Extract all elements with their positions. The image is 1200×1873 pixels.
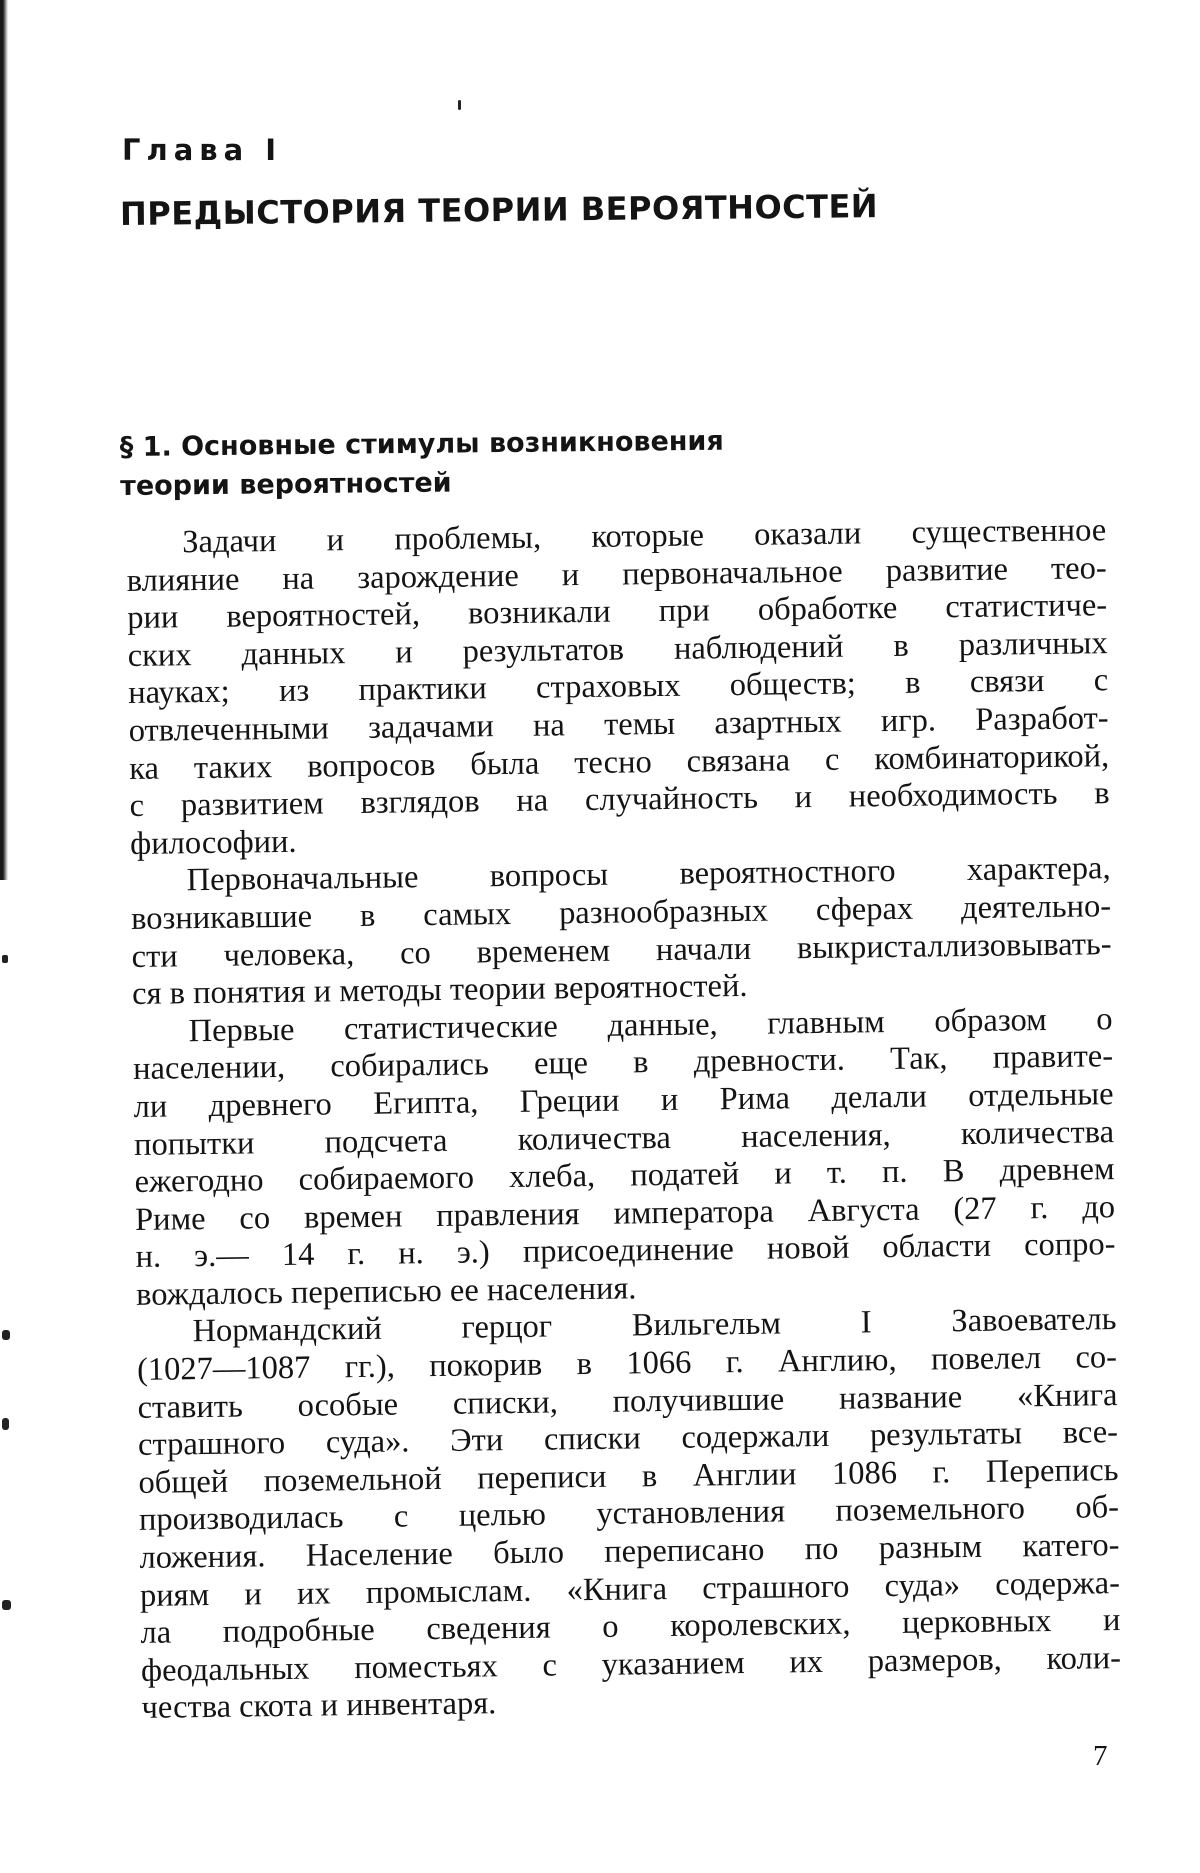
paragraph: [126, 512, 1110, 863]
text-line: (1027—1087 гг.), покорив в 1066 г. Англию, повелел со-: [136, 1339, 1118, 1388]
section-heading: [120, 419, 941, 506]
text-line: Задачи и проблемы, которые оказали существенное: [181, 512, 1107, 561]
text-line: рии вероятностей, возникали при обработке статистиче-: [126, 587, 1108, 637]
body-text: [126, 512, 1122, 1728]
text-line: населении, собирались еще в древности. Так, правите-: [132, 1038, 1114, 1088]
text-line: попытки подсчета количества населения, количества: [133, 1113, 1115, 1163]
text-line: ла подробные сведения о королевских, церковных и: [140, 1602, 1121, 1652]
text-line: чества скота и инвентаря.: [141, 1685, 497, 1727]
scan-speck: [2, 955, 8, 963]
paragraph: [130, 850, 1112, 1013]
scan-speck: [458, 100, 461, 110]
text-line: сти человека, со временем начали выкристаллизовывать-: [131, 925, 1112, 975]
text-line: страшного суда». Эти списки содержали результаты все-: [137, 1414, 1119, 1464]
section-heading-line: § 1. Основные стимулы возникновения: [119, 425, 724, 464]
text-line: ся в понятия и методы теории вероятностей.: [131, 968, 748, 1013]
text-line: философии.: [129, 823, 297, 862]
chapter-title: ПРЕДЫСТОРИЯ ТЕОРИИ ВЕРОЯТНОСТЕЙ: [119, 187, 879, 233]
paragraph: [136, 1302, 1121, 1728]
scan-edge-shadow: [0, 0, 8, 880]
text-line: производилась с целью установления поземельного об-: [138, 1489, 1120, 1539]
text-line: Нормандский герцог Вильгельм I Завоеватель: [192, 1301, 1117, 1350]
scan-speck: [2, 1418, 9, 1430]
text-line: ка таких вопросов была тесно связана с комбинаторикой,: [128, 737, 1110, 787]
section-heading-line: теории вероятностей: [120, 467, 452, 502]
chapter-label: Глава I: [122, 133, 283, 167]
text-line: Первоначальные вопросы вероятностного характера,: [186, 850, 1111, 899]
text-line: возникавшие в самых разнообразных сферах деятельно-: [130, 888, 1112, 937]
text-line: ежегодно собираемого хлеба, податей и т. п. В древнем: [134, 1151, 1115, 1201]
text-line: н. э.— 14 г. н. э.) присоединение новой области сопро-: [135, 1226, 1116, 1276]
text-line: ставить особые списки, получившие название «Книга: [137, 1376, 1118, 1426]
page-number: 7: [1093, 1740, 1108, 1772]
text-line: отвлеченными задачами на темы азартных игр. Разработ-: [128, 700, 1109, 749]
text-line: Риме со времен правления императора Августа (27 г. до: [134, 1188, 1116, 1238]
text-line: науках; из практики страховых обществ; в связи с: [127, 662, 1109, 712]
scan-speck: [2, 1330, 10, 1340]
text-line: общей поземельной переписи в Англии 1086 г. Перепись: [138, 1451, 1119, 1501]
text-line: вождалось переписью ее населения.: [135, 1270, 637, 1313]
text-line: с развитием взглядов на случайность и необходимость в: [129, 775, 1110, 825]
text-line: ских данных и результатов наблюдений в различных: [127, 624, 1108, 674]
text-line: риям и их промыслам. «Книга страшного суда» содержа-: [139, 1564, 1121, 1614]
text-line: ли древнего Египта, Греции и Рима делали отдельные: [133, 1076, 1114, 1125]
paragraph: [132, 1001, 1116, 1315]
text-line: влияние на зарождение и первоначальное развитие тео-: [126, 549, 1107, 599]
text-line: ложения. Население было переписано по разным катего-: [139, 1527, 1120, 1576]
text-line: Первые статистические данные, главным образом о: [188, 1000, 1113, 1049]
text-line: феодальных поместьях с указанием их размеров, коли-: [140, 1639, 1122, 1689]
scan-speck: [2, 1600, 11, 1610]
